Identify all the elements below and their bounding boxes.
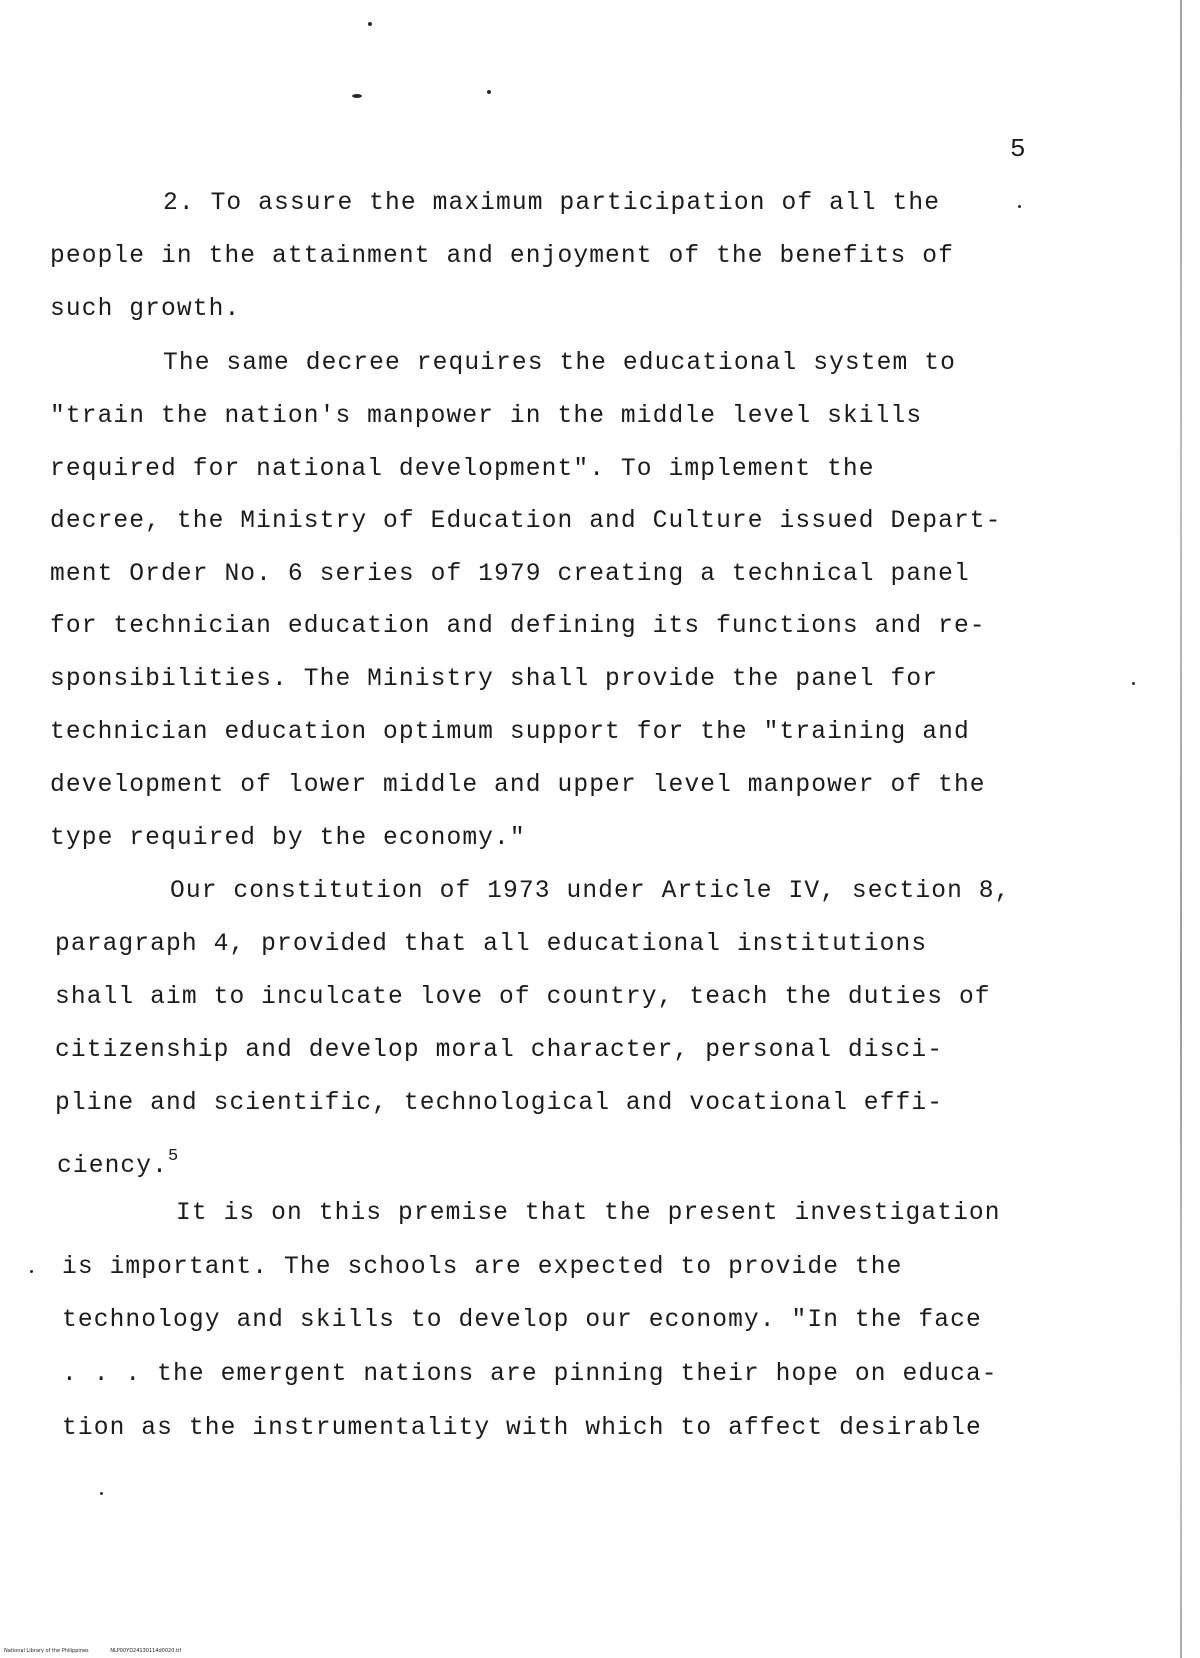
body-line-text: ciency. bbox=[57, 1153, 169, 1180]
body-line: paragraph 4, provided that all educational institutions bbox=[55, 931, 928, 958]
scan-speck bbox=[1018, 205, 1021, 208]
footer-library: National Library of the Philippines bbox=[4, 1648, 89, 1654]
body-line: required for national development". To implement the bbox=[50, 456, 875, 483]
body-line: pline and scientific, technological and vocational effi- bbox=[55, 1090, 944, 1117]
page-number: 5 bbox=[1010, 134, 1027, 164]
scan-speck bbox=[487, 90, 491, 94]
body-line: Our constitution of 1973 under Article IV, section 8, bbox=[170, 878, 1011, 905]
scan-speck bbox=[352, 94, 362, 98]
body-line: tion as the instrumentality with which to affect desirable bbox=[62, 1415, 982, 1442]
body-line: shall aim to inculcate love of country, teach the duties of bbox=[55, 984, 991, 1011]
body-line: ment Order No. 6 series of 1979 creating a technical panel bbox=[50, 561, 970, 588]
body-line: people in the attainment and enjoyment of the benefits of bbox=[50, 243, 954, 270]
body-line: It is on this premise that the present investigation bbox=[176, 1200, 1001, 1227]
body-line: such growth. bbox=[50, 296, 241, 323]
body-line: for technician education and defining its functions and re- bbox=[50, 613, 986, 640]
body-line: is important. The schools are expected to provide the bbox=[62, 1254, 903, 1281]
body-line-with-footnote bbox=[57, 1148, 179, 1180]
scan-speck bbox=[100, 1492, 103, 1495]
body-line: . . . the emergent nations are pinning their hope on educa- bbox=[62, 1361, 998, 1388]
body-line: type required by the economy." bbox=[50, 825, 526, 852]
body-line: decree, the Ministry of Education and Culture issued Depart- bbox=[50, 508, 1002, 535]
footnote-reference: 5 bbox=[168, 1147, 180, 1166]
scan-speck bbox=[30, 1270, 33, 1273]
body-line: The same decree requires the educational system to bbox=[163, 350, 956, 377]
scan-speck bbox=[1132, 682, 1135, 685]
scan-footer bbox=[4, 1648, 201, 1654]
scan-edge-shadow bbox=[1180, 0, 1182, 1658]
body-line: technician education optimum support for the "training and bbox=[50, 719, 970, 746]
scan-speck bbox=[368, 22, 372, 26]
body-line: 2. To assure the maximum participation of all the bbox=[163, 190, 941, 217]
body-line: citizenship and develop moral character, personal disci- bbox=[55, 1037, 944, 1064]
body-line: development of lower middle and upper level manpower of the bbox=[50, 772, 986, 799]
body-line: technology and skills to develop our economy. "In the face bbox=[62, 1307, 982, 1334]
footer-file: NLP00YD24130114d0020.tif bbox=[110, 1648, 182, 1654]
body-line: sponsibilities. The Ministry shall provide the panel for bbox=[50, 666, 939, 693]
body-line: "train the nation's manpower in the middle level skills bbox=[50, 403, 923, 430]
